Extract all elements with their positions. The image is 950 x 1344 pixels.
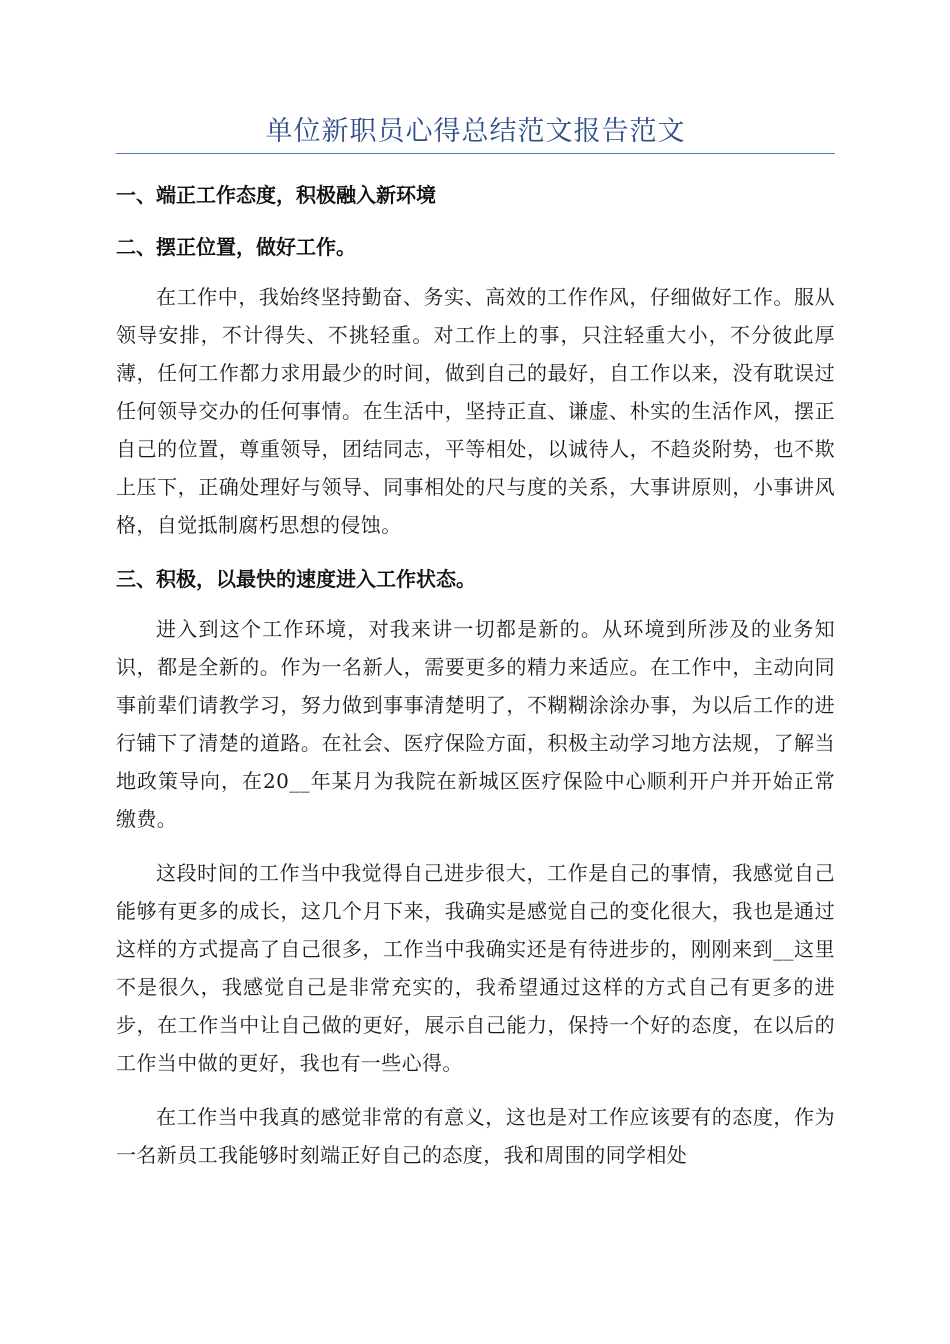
document-body bbox=[116, 176, 835, 1190]
body-paragraph-4: 在工作当中我真的感觉非常的有意义，这也是对工作应该要有的态度，作为一名新员工我能够时刻端正好自己的态度，我和周围的同学相处 bbox=[116, 1105, 835, 1167]
section-heading-3: 三、积极，以最快的速度进入工作状态。 bbox=[116, 567, 476, 591]
body-paragraph-3: 这段时间的工作当中我觉得自己进步很大，工作是自己的事情，我感觉自己能够有更多的成长，这几个月下来，我确实是感觉自己的变化很大，我也是通过这样的方式提高了自己很多，工作当中我确实还是有待进步的，刚刚来到__这里不是很久，我感觉自己是非常充实的，我希望通过这样的方式自己有更多的进步，在工作当中让自己做的更好，展示自己能力，保持一个好的态度，在以后的工作当中做的更好，我也有一些心得。 bbox=[116, 861, 835, 1075]
section-heading-2: 二、摆正位置，做好工作。 bbox=[116, 235, 356, 259]
body-paragraph-1: 在工作中，我始终坚持勤奋、务实、高效的工作作风，仔细做好工作。服从领导安排，不计得失、不挑轻重。对工作上的事，只注轻重大小，不分彼此厚薄，任何工作都力求用最少的时间，做到自己的最好，自工作以来，没有耽误过任何领导交办的任何事情。在生活中，坚持正直、谦虚、朴实的生活作风，摆正自己的位置，尊重领导，团结同志，平等相处，以诚待人，不趋炎附势，也不欺上压下，正确处理好与领导、同事相处的尺与度的关系，大事讲原则，小事讲风格，自觉抵制腐朽思想的侵蚀。 bbox=[116, 285, 835, 537]
document-title: 单位新职员心得总结范文报告范文 bbox=[265, 116, 686, 147]
section-heading-1: 一、端正工作态度，积极融入新环境 bbox=[116, 183, 436, 207]
body-paragraph-2: 进入到这个工作环境，对我来讲一切都是新的。从环境到所涉及的业务知识，都是全新的。作为一名新人，需要更多的精力来适应。在工作中，主动向同事前辈们请教学习，努力做到事事清楚明了，不糊糊涂涂办事，为以后工作的进行铺下了清楚的道路。在社会、医疗保险方面，积极主动学习地方法规，了解当地政策导向，在20__年某月为我院在新城区医疗保险中心顺利开户并开始正常缴费。 bbox=[116, 617, 835, 831]
title-underline bbox=[116, 153, 835, 154]
